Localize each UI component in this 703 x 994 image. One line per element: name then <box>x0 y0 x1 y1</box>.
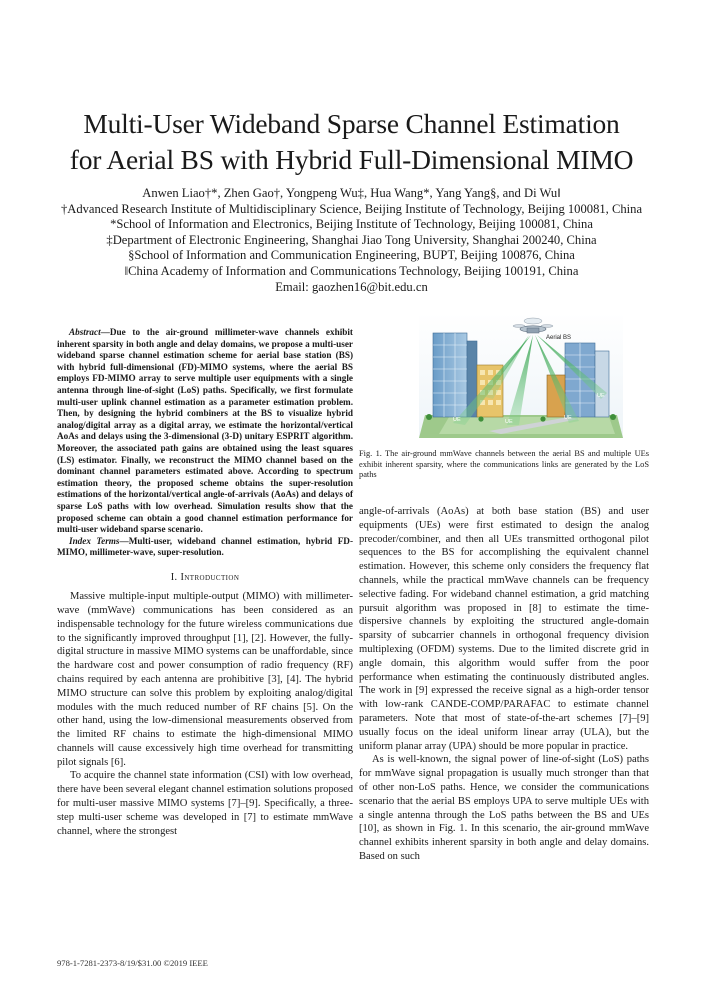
contact-email: Email: gaozhen16@bit.edu.cn <box>275 279 428 294</box>
author-names: Anwen Liao†*, Zhen Gao†, Yongpeng Wu‡, Hua Wang*, Yang Yang§, and Di Wu‖ <box>142 186 561 200</box>
index-terms <box>57 536 353 559</box>
title-line-1: Multi-User Wideband Sparse Channel Estimation <box>83 108 620 139</box>
intro-left-body <box>57 590 353 838</box>
affiliation-5: ‖China Academy of Information and Communications Technology, Beijing 100191, China <box>124 263 579 278</box>
title-line-2: for Aerial BS with Hybrid Full-Dimensional MIMO <box>69 144 634 175</box>
figure-1-illustration <box>419 313 623 438</box>
intro-paragraph-2: To acquire the channel state information (CSI) with low overhead, there have been several elegant channel estimation solutions proposed for multi-user massive MIMO systems [7]–[9]. Specifically, a three-step multi-user scheme was developed in [7] to estimate mmWave channel, where the strongest <box>57 770 353 837</box>
paper-title <box>0 106 703 178</box>
affiliation-2: *School of Information and Electronics, Beijing Institute of Technology, Beijing 100081, China <box>110 217 593 232</box>
figure-label-ue-1: UE <box>453 417 461 423</box>
affiliation-3: ‡Department of Electronic Engineering, Shanghai Jiao Tong University, Shanghai 200240, China <box>106 232 597 247</box>
figure-label-ue-3: UE <box>564 415 572 421</box>
abstract-text: —Due to the air-ground millimeter-wave channels exhibit inherent sparsity in both angle and delay domains, we propose a multi-user wideband sparse channel estimation scheme for aerial base station (BS) with hybrid full-dimensional (FD)-MIMO systems, where the aerial BS employs FD-MIMO array to serve multiple user equipments with a single antenna through line-of-sight (LoS) paths. Specifically, we first formulate multi-user uplink channel estimation as a parameter estimation problem. Then, by designing the hybrid combiners at the BS to visualize hybrid analog/digital array as a digital array, we estimate the horizontal/vertical AoAs and delays using the 3-dimensional (3-D) unitary ESPRIT algorithm. Moreover, the associated path gains are obtained using the least squares (LS) estimator. Finally, we reconstruct the MIMO channel based on the dominant channel parameters estimated above. According to spectrum estimation theory, the proposed scheme obtains the super-resolution estimations of the horizontal/vertical angle-of-arrivals (AoAs) and delays of sparse LoS paths with low overhead. Simulation results show that the proposed scheme can obtain a good channel estimation performance for multi-user wideband sparse scenario. <box>57 327 353 535</box>
intro-paragraph-4: As is well-known, the signal power of line-of-sight (LoS) paths for mmWave signal propagation is usually much stronger than that of other non-LoS paths. Hence, we consider the communications scenario that the aerial BS employs UPA to serve multiple UEs with a single antenna through the LoS paths between the BS and UEs [10], as shown in Fig. 1. In this scenario, the air-ground mmWave channel exhibits inherent sparsity in both angle and delay domains. Based on such <box>359 754 649 862</box>
index-terms-text: —Multi-user, wideband channel estimation, hybrid FD-MIMO, millimeter-wave, super-resolution. <box>57 535 353 558</box>
author-block <box>0 186 703 295</box>
figure-label-aerial-bs: Aerial BS <box>546 335 572 341</box>
intro-paragraph-3: angle-of-arrivals (AoAs) at both base station (BS) and user equipments (UEs) were first estimated to design the analog precoder/combiner, and then all UEs transmitted orthogonal pilot sequences to the BS for accomplishing the equivalent channel estimation. However, this scheme only considers the frequency flat channels, while the practical mmWave channels can be frequency selective fading. For wideband channel estimation, a grid matching pursuit algorithm was proposed in [8] to estimate the time-dispersive channels by exploiting the structured angle-domain sparsity of subcarrier channels in orthogonal frequency division multiplexing (OFDM) systems. Due to the limited discrete grid in angle domain, this algorithm would suffer from the poor performance when estimating the continuously distributed angles. The work in [9] expressed the receive signal as a high-order tensor with low-rank CANDE-COMP/PARAFAC to estimate channel parameters. Note that most of state-of-the-art schemes [7]–[9] usually focus on the ideal uniform linear array (ULA), but the uniform planar array (UPA) should be more popular in practice. <box>359 506 649 752</box>
figure-label-ue-2: UE <box>505 419 513 425</box>
affiliation-4: §School of Information and Communication Engineering, BUPT, Beijing 100876, China <box>128 248 575 263</box>
abstract-label: Abstract <box>69 327 101 337</box>
affiliation-1: †Advanced Research Institute of Multidisciplinary Science, Beijing Institute of Technology, Beijing 100081, China <box>60 201 643 216</box>
right-column <box>359 505 649 864</box>
intro-right-body <box>359 505 649 864</box>
index-terms-label: Index Terms <box>69 535 120 546</box>
abstract <box>57 327 353 536</box>
copyright-footer: 978-1-7281-2373-8/19/$31.00 ©2019 IEEE <box>57 958 208 968</box>
figure-1-caption: Fig. 1. The air-ground mmWave channels between the aerial BS and multiple UEs exhibit inherent sparsity, where the communications links are generated by the LoS paths <box>359 449 649 480</box>
figure-label-ue-4: UE <box>597 393 605 399</box>
intro-paragraph-1: Massive multiple-input multiple-output (MIMO) with millimeter-wave (mmWave) communications has been considered as an indispensable technology for the future wireless communications due to the significantly improved throughput [1], [2]. However, the fully-digital structure in massive MIMO systems can be unaffordable, since the hardware cost and power consumption of radio frequency (RF) chains required by each antenna are prohibitive [3], [4]. The hybrid MIMO structure can solve this problem by exploiting analog/digital modules with the much reduced number of RF chains [5]. On the other hand, using the low-dimensional measurements observed from the limited RF chains to estimate the high-dimensional MIMO channels will cause excessively high time overhead for transmitting pilot signals [6]. <box>57 591 353 768</box>
section-heading-introduction: I. Introduction <box>170 571 240 583</box>
left-column <box>57 327 353 838</box>
